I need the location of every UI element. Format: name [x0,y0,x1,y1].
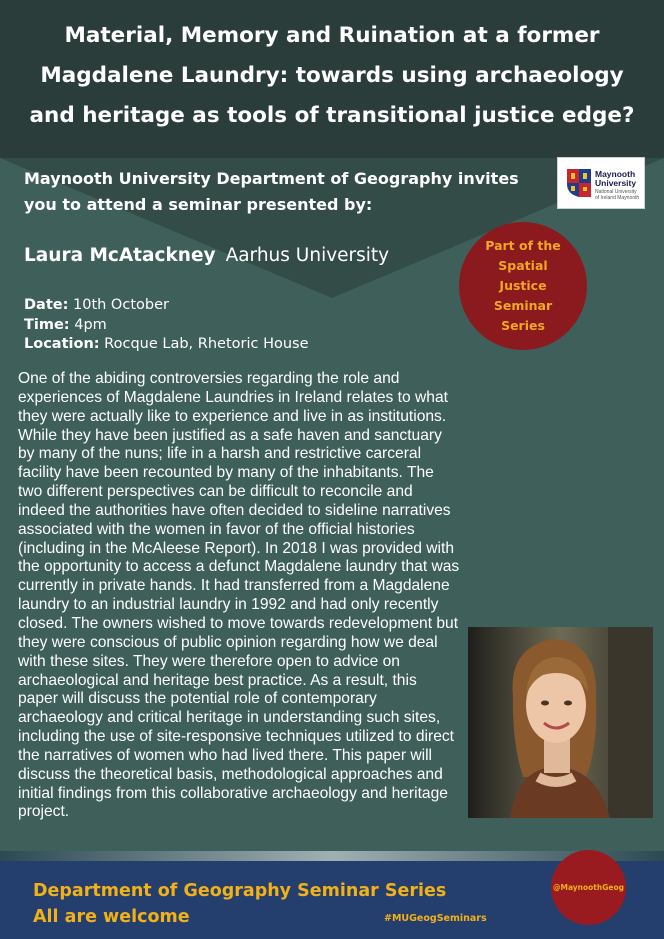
location-label: Location: [24,336,100,352]
footer-welcome: All are welcome [33,907,190,927]
seminar-title: Material, Memory and Ruination at a former Magdalene Laundry: towards using archaeology and heritage as tools of transitional justice edge? [29,23,635,128]
date-label: Date: [24,297,69,313]
date-row [24,296,309,316]
event-details [24,296,309,355]
invitation-text: Maynooth University Department of Geography invites you to attend a seminar presented by: [24,169,519,214]
series-badge-text: Part of the Spatial Justice Seminar Series [485,238,561,333]
time-value: 4pm [69,316,107,333]
speaker-affiliation: Aarhus University [225,245,390,266]
speaker-name: Laura McAtackney [24,245,216,266]
maynooth-university-logo [557,157,645,209]
series-badge [459,222,587,350]
abstract [18,370,653,824]
speaker-photo [468,627,653,818]
logo-name: Maynooth University [595,169,637,188]
university-crest-icon [566,168,592,198]
footer-hashtag: #MUGeogSeminars [384,913,487,924]
time-row [24,316,309,336]
speaker-line [24,245,389,266]
date-value: 10th October [68,297,169,313]
location-value: Rocque Lab, Rhetoric House [99,336,309,352]
abstract-text: One of the abiding controversies regarding the role and experiences of Magdalene Laundries in Ireland relates to what they were actually like to experience and live in as institutions. While they have been justified as a safe haven and sanctuary by many of the nuns; life in a harsh and restrictive carceral facility have been recounted by many of the inhabitants. The two different perspectives can be difficult to reconcile and indeed the authorities have often decided to sideline narratives associated with the women in favor of the official histories (including in the McAleese Report). In 2018 I was provided with the opportunity to access a defunct Magdalene laundry that was currently in private hands. It had transferred from a Magdalene laundry to an industrial laundry in 1992 and had only recently closed. The owners wished to move towards redevelopment but they were conscious of public opinion regarding how we deal with these sites. They were therefore open to advice on archaeological and heritage best practice. As a result, this paper will discuss the potential role of contemporary archaeology and critical heritage in understanding such sites, including the use of site-responsive techniques utilized to direct the narratives of women who had lived there. This paper will discuss the theoretical basis, methodological approaches and initial findings from this collaborative archaeology and heritage project. [18,370,460,821]
logo-subtitle: National University of Ireland Maynooth [595,189,640,201]
time-label: Time: [24,316,70,333]
footer-series-title: Department of Geography Seminar Series [33,881,447,901]
social-handle-badge [551,850,626,925]
location-row [24,335,309,355]
social-handle: @MaynoothGeog [552,883,624,892]
